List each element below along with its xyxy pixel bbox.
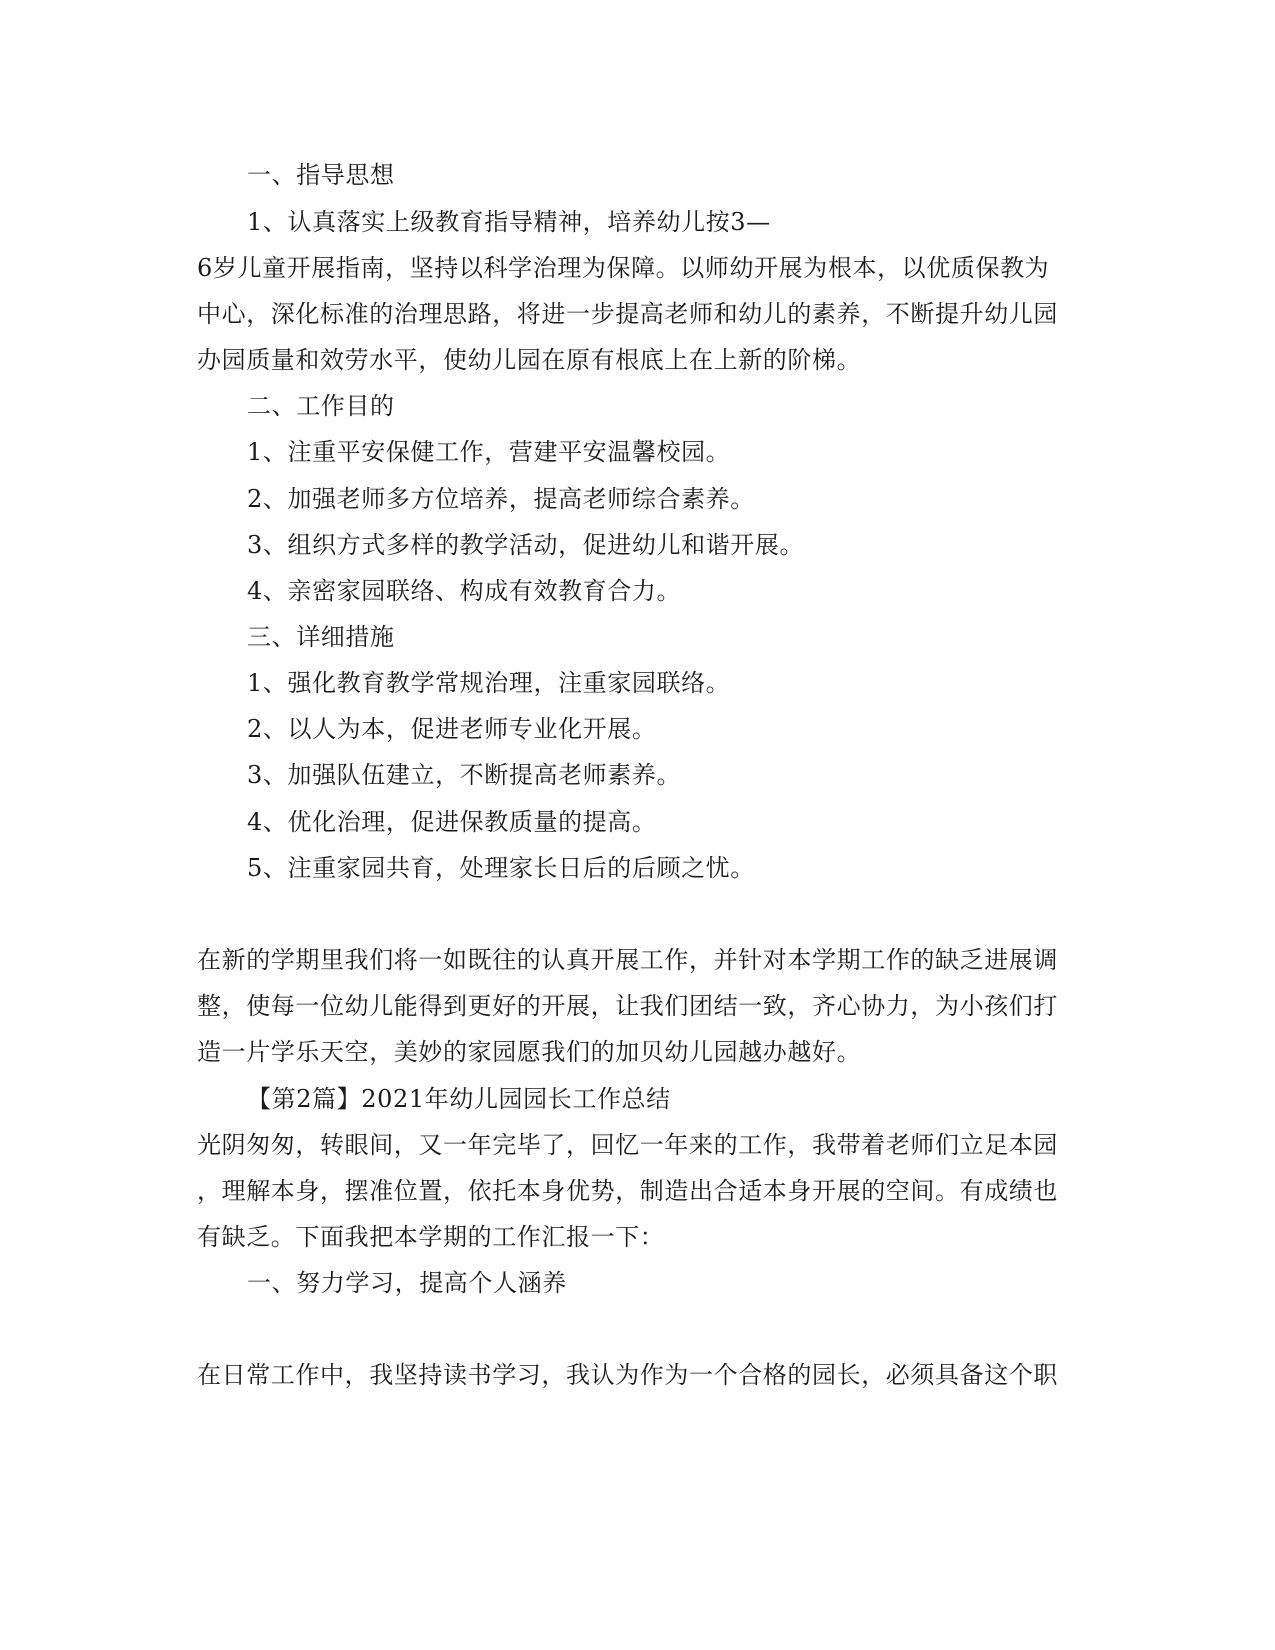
paragraph-line: 办园质量和效劳水平，使幼儿园在原有根底上在上新的阶梯。 — [197, 346, 862, 374]
paragraph-line: ，理解本身，摆准位置，依托本身优势，制造出合适本身开展的空间。有成绩也 — [197, 1177, 1058, 1205]
section-heading-study: 一、努力学习，提高个人涵养 — [247, 1269, 567, 1297]
paragraph-line: 整，使每一位幼儿能得到更好的开展，让我们团结一致，齐心协力，为小孩们打 — [197, 992, 1058, 1020]
section-heading-measures: 三、详细措施 — [247, 623, 395, 651]
list-item: 4、优化治理，促进保教质量的提高。 — [247, 808, 657, 836]
paragraph-line: 造一片学乐天空，美妙的家园愿我们的加贝幼儿园越办越好。 — [197, 1038, 862, 1066]
list-item: 2、加强老师多方位培养，提高老师综合素养。 — [247, 485, 755, 513]
paragraph-line: 6岁儿童开展指南，坚持以科学治理为保障。以师幼开展为根本，以优质保教为 — [197, 254, 1050, 282]
paragraph-line: 光阴匆匆，转眼间，又一年完毕了，回忆一年来的工作，我带着老师们立足本园 — [197, 1131, 1058, 1159]
list-item: 3、加强队伍建立，不断提高老师素养。 — [247, 761, 682, 789]
list-item: 1、强化教育教学常规治理，注重家园联络。 — [247, 669, 731, 697]
paragraph-line: 中心，深化标准的治理思路，将进一步提高老师和幼儿的素养，不断提升幼儿园 — [197, 300, 1058, 328]
list-item: 3、组织方式多样的教学活动，促进幼儿和谐开展。 — [247, 531, 805, 559]
article-title: 【第2篇】2021年幼儿园园长工作总结 — [247, 1085, 671, 1113]
list-item: 4、亲密家园联络、构成有效教育合力。 — [247, 577, 682, 605]
paragraph-line: 1、认真落实上级教育指导精神，培养幼儿按3— — [247, 208, 771, 236]
paragraph-line: 在新的学期里我们将一如既往的认真开展工作，并针对本学期工作的缺乏进展调 — [197, 946, 1058, 974]
list-item: 2、以人为本，促进老师专业化开展。 — [247, 715, 657, 743]
paragraph-line: 在日常工作中，我坚持读书学习，我认为作为一个合格的园长，必须具备这个职 — [197, 1361, 1058, 1389]
list-item: 1、注重平安保健工作，营建平安温馨校园。 — [247, 438, 731, 466]
section-heading-work-goals: 二、工作目的 — [247, 392, 395, 420]
section-heading-guiding-thought: 一、指导思想 — [247, 161, 395, 189]
paragraph-line: 有缺乏。下面我把本学期的工作汇报一下： — [197, 1223, 665, 1251]
list-item: 5、注重家园共育，处理家长日后的后顾之忧。 — [247, 854, 755, 882]
